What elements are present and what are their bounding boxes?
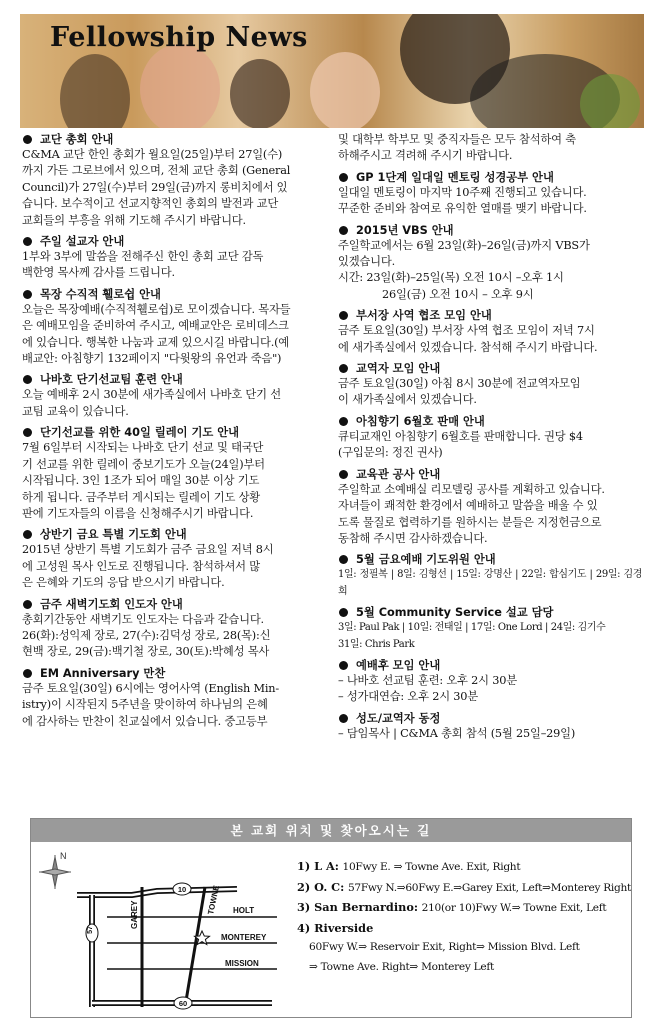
body-line: 31일: Chris Park: [338, 638, 415, 650]
body-line: 26일(금) 오전 10시 – 오후 9시: [382, 287, 534, 301]
section-title: 교단 총회 안내: [40, 133, 114, 146]
section-body: [22, 612, 328, 661]
bullet-icon: [23, 237, 32, 246]
section-body: [22, 249, 328, 282]
freeway-10-label: 10: [177, 885, 187, 894]
notice-after-service: [338, 658, 642, 706]
body-line: – 나바호 선교팀 훈련: 오후 2시 30분: [338, 673, 517, 687]
body-line: 꾸준한 준비와 참여로 유익한 열매를 맺기 바랍니다.: [338, 202, 587, 216]
notice-vbs: [338, 223, 642, 304]
section-title: 5월 금요예배 기도위원 안내: [356, 553, 496, 567]
body-line: 총회기간동안 새벽기도 인도자는 다음과 같습니다.: [22, 612, 264, 626]
body-line: 까지 가든 그로브에서 있으며, 전체 교단 총회 (General: [22, 164, 291, 178]
section-body: [338, 673, 642, 706]
mission-label: MISSION: [225, 959, 259, 968]
notice-staff-meeting: [338, 361, 642, 409]
bullet-icon: [23, 428, 32, 437]
section-title: GP 1단계 일대일 멘토링 성경공부 안내: [356, 170, 554, 184]
body-line: – 담임목사 | C&MA 총회 참석 (5월 25일–29일): [338, 726, 576, 740]
body-line: 동참해 주시면 감사하겠습니다.: [338, 531, 488, 545]
body-line: 26(화):성익제 장로, 27(수):김덕성 장로, 28(목):신: [22, 628, 271, 642]
section-body: [338, 726, 642, 742]
monterey-label: MONTEREY: [221, 933, 267, 942]
body-line: 2015년 상반기 특별 기도회가 금주 금요일 저녁 8시: [22, 543, 274, 557]
body-line: 금주 토요일(30일) 부서장 사역 협조 모임이 저녁 7시: [338, 324, 595, 338]
body-line: 에 새가족실에서 있겠습니다. 참석해 주시기 바랍니다.: [338, 340, 598, 354]
body-line: 1일: 정필복 | 8일: 김형선 | 15일: 강명산 | 22일: 합심기도 | 29일: 김경희: [338, 569, 642, 597]
body-line: 시작됩니다. 3인 1조가 되어 매일 30분 이상 기도: [22, 474, 260, 488]
body-line: C&MA 교단 한인 총회가 월요일(25일)부터 27일(수): [22, 148, 283, 161]
body-line: 이 새가족실에서 있겠습니다.: [338, 393, 477, 407]
notice-community-service: [338, 605, 642, 653]
bullet-icon: [339, 311, 348, 320]
bullet-icon: [23, 669, 32, 678]
bullet-icon: [23, 530, 32, 539]
section-body: [22, 681, 328, 730]
body-line: 큐티교재인 아침향기 6월호를 판매합니다. 권당 $4: [338, 429, 583, 443]
section-title: EM Anniversary 만찬: [40, 666, 166, 680]
section-body: [22, 387, 328, 420]
bullet-icon: [339, 417, 348, 426]
notice-general-council: [22, 132, 328, 229]
section-body: [338, 482, 642, 548]
freeway-60-label: 60: [178, 999, 188, 1008]
body-line: 은 은혜와 기도의 응답 받으시기 바랍니다.: [22, 576, 225, 590]
body-line: 습니다. 보수적이고 선교지향적인 총회의 발전과 교단: [22, 197, 279, 211]
body-line: 교회들의 부흥을 위해 기도해 주시기 바랍니다.: [22, 213, 246, 227]
bullet-icon: [23, 600, 32, 609]
body-line: 1부와 3부에 말씀을 전해주신 한인 총회 교단 감독: [22, 250, 264, 264]
notice-education-building: [338, 467, 642, 548]
section-body: [22, 147, 328, 229]
north-label: N: [60, 851, 67, 861]
notice-cell-fellowship: [22, 287, 328, 368]
section-title: 교역자 모임 안내: [356, 362, 441, 376]
bullet-icon: [339, 226, 348, 235]
route-oc: 2) O. C: 57Fwy N.⇒60Fwy E.⇒Garey Exit, Left⇒Monterey Right: [297, 879, 631, 894]
left-column: [22, 132, 328, 735]
section-body: [338, 132, 642, 165]
section-body: [22, 302, 328, 368]
body-line: 교팀 교육이 있습니다.: [22, 404, 129, 418]
body-line: 에 있습니다. 행복한 나눔과 교제 있으시길 바랍니다.(예: [22, 335, 290, 349]
notice-member-news: [338, 711, 642, 742]
body-line: 7월 6일부터 시작되는 나바호 단기 선교 및 태국단: [22, 441, 264, 455]
header-banner: [20, 14, 644, 128]
directions-list: [297, 857, 629, 977]
route-riverside: 4) Riverside: [297, 920, 374, 935]
body-line: 3일: Paul Pak | 10일: 전태일 | 17일: One Lord | 24일: 김기수: [338, 622, 606, 634]
body-line: 은 예배모임을 준비하여 주시고, 예배교안은 로비데스크: [22, 319, 289, 333]
notice-sunday-preacher: [22, 234, 328, 282]
body-line: 기 선교를 위한 릴레이 중보기도가 오늘(24일)부터: [22, 457, 265, 471]
body-line: 금주 토요일(30일) 아침 8시 30분에 전교역자모임: [338, 377, 581, 391]
bullet-icon: [339, 714, 348, 723]
section-body: [338, 376, 642, 409]
body-line: (구입문의: 정진 권사): [338, 446, 443, 460]
section-body: [338, 185, 642, 218]
body-line: 시간: 23일(화)–25일(목) 오전 10시 –오후 1시: [338, 271, 564, 285]
body-line: 주일학교에서는 6월 23일(화)–26일(금)까지 VBS가: [338, 238, 590, 252]
body-line: 에 감사하는 만찬이 친교실에서 있습니다. 중고등부: [22, 714, 268, 728]
body-line: 오늘은 목장예배(수직적휄로쉽)로 모이겠습니다. 목자들: [22, 302, 291, 316]
route-san-bernardino: 3) San Bernardino: 210(or 10)Fwy W.⇒ Towne Exit, Left: [297, 900, 607, 914]
body-line: – 성가대연습: 오후 2시 30분: [338, 690, 478, 704]
notice-navajo-training: [22, 372, 328, 420]
freeway-57-label: 57: [87, 926, 94, 934]
body-line: 오늘 예배후 2시 30분에 새가족실에서 나바호 단기 선: [22, 388, 281, 402]
notice-friday-prayer: [22, 527, 328, 591]
route-riverside-line: ⇒ Towne Ave. Right⇒ Monterey Left: [309, 960, 494, 973]
section-title: 나바호 단기선교팀 훈련 안내: [40, 373, 183, 387]
bullet-icon: [339, 555, 348, 564]
body-line: 에 고성원 목사 인도로 진행됩니다. 참석하셔서 많: [22, 559, 260, 573]
body-line: 하해주시고 격려해 주시기 바랍니다.: [338, 149, 513, 163]
notice-relay-prayer: [22, 425, 328, 522]
section-body: [22, 440, 328, 522]
bullet-icon: [339, 470, 348, 479]
page-title: Fellowship News: [50, 22, 308, 53]
em-anniversary-continued: [338, 132, 642, 165]
section-body: [338, 567, 642, 600]
notice-department-heads: [338, 308, 642, 356]
body-line: istry)이 시작된지 5주년을 맞이하여 하나님의 은혜: [22, 698, 268, 712]
towne-label: TOWNE: [206, 884, 222, 916]
body-line: 일대일 멘토링이 마지막 10주째 진행되고 있습니다.: [338, 185, 587, 199]
notice-friday-prayer-committee: [338, 552, 642, 600]
route-riverside-line: 60Fwy W.⇒ Reservoir Exit, Right⇒ Mission Blvd. Left: [309, 941, 580, 953]
body-line: 배교안: 아침향기 132페이지 "다윗왕의 유언과 죽음"): [22, 352, 282, 366]
right-column: [338, 132, 642, 747]
holt-label: HOLT: [233, 906, 255, 915]
route-la: 1) L A: 10Fwy E. ⇒ Towne Ave. Exit, Right: [297, 859, 521, 873]
section-title: 5월 Community Service 설교 담당: [356, 606, 554, 620]
bullet-icon: [339, 608, 348, 617]
section-body: [338, 323, 642, 356]
section-body: [338, 238, 642, 304]
body-line: 있겠습니다.: [338, 255, 395, 269]
body-line: Council)가 27일(수)부터 29일(금)까지 롱비치에서 있: [22, 180, 288, 194]
section-title: 주일 설교자 안내: [40, 235, 125, 249]
directions-title: 본 교회 위치 및 찾아오시는 길: [31, 819, 631, 842]
section-title: 교육관 공사 안내: [356, 467, 441, 481]
body-line: 및 대학부 학부모 및 중직자들은 모두 참석하여 축: [338, 133, 576, 146]
body-line: 판에 기도자들의 이름을 신청해주시기 바랍니다.: [22, 506, 254, 520]
notice-dawn-prayer-leaders: [22, 597, 328, 661]
section-title: 성도/교역자 동정: [356, 711, 441, 725]
section-title: 부서장 사역 협조 모임 안내: [356, 309, 492, 323]
directions-box: [30, 818, 632, 1018]
body-line: 하게 됩니다. 금주부터 게시되는 릴레이 기도 상황: [22, 490, 260, 504]
bullet-icon: [23, 135, 32, 144]
section-body: [338, 429, 642, 462]
section-title: 목장 수직적 휄로쉽 안내: [40, 287, 161, 301]
bullet-icon: [339, 173, 348, 182]
location-map: [37, 847, 283, 1013]
bullet-icon: [339, 364, 348, 373]
body-line: 주일학교 소예배실 리모델링 공사를 계획하고 있습니다.: [338, 482, 605, 496]
section-title: 2015년 VBS 안내: [356, 223, 454, 237]
notice-em-anniversary: [22, 666, 328, 730]
bullet-icon: [339, 661, 348, 670]
notice-morning-fragrance: [338, 414, 642, 462]
notice-gp-mentoring: [338, 170, 642, 218]
body-line: 자녀들이 쾌적한 환경에서 예배하고 말씀을 배울 수 있: [338, 499, 598, 513]
section-title: 상반기 금요 특별 기도회 안내: [40, 528, 187, 542]
bullet-icon: [23, 290, 32, 299]
body-line: 현백 장로, 29(금):백기철 장로, 30(토):박혜성 목사: [22, 645, 270, 659]
body-line: 백한영 목사께 감사를 드립니다.: [22, 266, 175, 280]
bullet-icon: [23, 375, 32, 384]
section-title: 금주 새벽기도회 인도자 안내: [40, 597, 183, 611]
section-title: 아침향기 6월호 판매 안내: [356, 414, 485, 428]
section-body: [22, 542, 328, 591]
body-line: 도록 물질로 협력하기를 원하시는 분들은 지정헌금으로: [338, 515, 602, 529]
section-title: 예배후 모임 안내: [356, 658, 441, 672]
garey-label: GAREY: [130, 900, 139, 929]
body-line: 금주 토요일(30일) 6시에는 영어사역 (English Min-: [22, 681, 279, 695]
section-body: [338, 620, 642, 653]
towne-road: [185, 887, 205, 1007]
section-title: 단기선교를 위한 40일 릴레이 기도 안내: [40, 426, 240, 440]
